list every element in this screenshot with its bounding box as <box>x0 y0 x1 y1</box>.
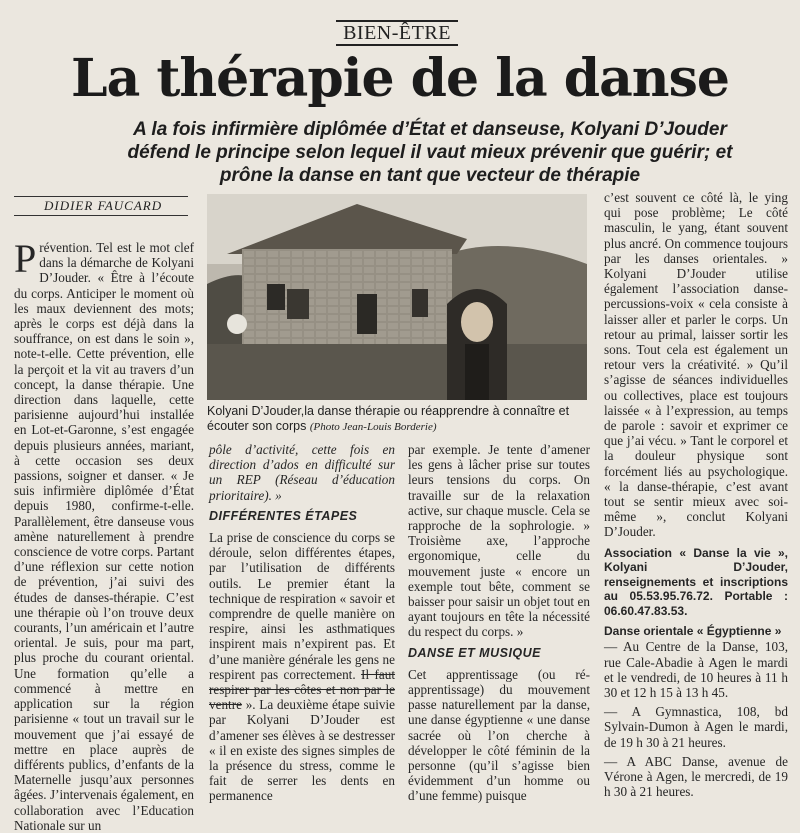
strikethrough-text: Il faut respirer par les côtes et non par le ventre <box>209 666 396 713</box>
column-4 <box>604 190 788 799</box>
rubric: BIEN-ÊTRE <box>336 20 458 46</box>
column-2-intro: pôle d’activité, cette fois en direction d’ados en difficulté sur un REP (Réseau d’éducation prioritaire). » <box>209 442 395 503</box>
subhead-etapes: DIFFÉRENTES ÉTAPES <box>209 508 358 523</box>
column-1 <box>14 236 194 833</box>
column-2 <box>209 442 395 804</box>
standfirst: A la fois infirmière diplômée d’État et danseuse, Kolyani D’Jouder défend le principe selon lequel il vaut mieux prévenir que guérir; et prône la danse en tant que vecteur de thérapie <box>127 119 733 186</box>
caption-text: Kolyani D’Jouder,la danse thérapie ou réapprendre à connaître et écouter son corps <box>207 404 570 433</box>
photo-caption <box>207 404 593 435</box>
egypt-item-2: — A Gymnastica, 108, bd Sylvain-Dumon à Agen le mardi, de 19 h 30 à 21 heures. <box>604 704 788 750</box>
column-2-text: La prise de conscience du corps se déroule, selon différentes étapes, par l’utilisation de différents outils. Le premier étant la technique de respiration « savoir et comprendre de quelle manière on respire, ainsi les asthmatiques inspirent mais n’expirent pas. Et d’une manière générale les gens ne respirent pas correctement. Il faut respirer par les côtes et non par le ventre ». La deuxième étape suivie par Kolyani D’Jouder est d’amener ses élèves à se destresser « il en existe des signes simples de la présence du stress, comme le fait de serrer les dents en permanence <box>209 530 396 804</box>
info-box: Association « Danse la vie », Kolyani D’Jouder, renseignements et inscriptions au 05.53.95.76.72. Portable : 06.60.47.83.53. <box>604 545 788 618</box>
egypt-item-1: — Au Centre de la Danse, 103, rue Cale-Abadie à Agen le mardi et le vendredi, de 10 heures à 11 h 30 et 12 h 15 à 13 h 45. <box>604 639 788 700</box>
column-1-text: révention. Tel est le mot clef dans la démarche de Kolyani D’Jouder. « Être à l’écoute du corps. Anticiper le moment où les maux deviennent des mots; après le corps est déjà dans la souffrance, on est dans le soin », note-t-elle. Cette prévention, elle la perçoit et la vit au travers d’un concept, la danse thérapie. Une direction dans laquelle, cette parisienne aujourd’hui installée en Lot-et-Garonne, s’est engagée depuis plusieurs années, mariant, à cette occasion ses deux passions, soigner et danser. « Je suis infirmière diplômée d’État depuis 1980, confirme-t-elle. Parallèlement, être danseuse vous amène naturellement à prendre conscience de votre corps. Partant d’une réflexion sur cette notion de prévention, j’ai suivi des études de danses-thérapie. C’est une thérapie où l’on trouve deux courants, l’un américain et l’autre oriental. Je suis, pour ma part, plus proche du courant oriental. Une formation qu’elle a commencé à mettre en application sur la région parisienne « tout un travail sur le mouvement que j’ai essayé de mettre en place auprès de différents publics, d’enfants de la Maternelle jusqu’aux personnes âgées. J’intervenais également, en collaboration avec l’Education Nationale sur un <box>14 240 194 833</box>
headline: La thérapie de la danse <box>71 48 729 109</box>
dropcap: P <box>14 236 37 281</box>
photo-credit: (Photo Jean-Louis Borderie) <box>309 421 437 433</box>
subhead-musique: DANSE ET MUSIQUE <box>408 645 542 660</box>
column-3 <box>408 442 590 804</box>
egypt-heading: Danse orientale « Égyptienne » <box>604 624 782 639</box>
article-photo <box>207 194 587 400</box>
farmhouse-photo <box>207 194 587 400</box>
byline: DIDIER FAUCARD <box>14 196 188 216</box>
column-3-text-a: par exemple. Je tente d’amener les gens à lâcher prise sur toutes leurs tensions du corps. On travaille sur de la relaxation active, sur chaque muscle. Cela se rapproche de la sophrologie. » Troisième axe, l’approche ergonomique, celle du mouvement juste « encore un exemple tout bête, comment se baisser pour saisir un objet tout en ayant toujours en tête la nécessité du respect du corps. » <box>408 442 590 640</box>
column-3-text-b: Cet apprentissage (ou ré-apprentissage) du mouvement passe naturellement par la danse, une danse égyptienne « une danse sacrée où l’on cherche à développer le côté féminin de la personne (qu’il s’agisse bien évidemment d’un homme ou d’une femme) puisque <box>408 666 590 804</box>
egypt-item-3: — A ABC Danse, avenue de Vérone à Agen, le mercredi, de 19 h 30 à 21 heures. <box>604 753 788 800</box>
column-4-text: c’est souvent ce côté là, le ying qui pose problème; Le côté masculin, le yang, étant souvent plus ancré. On commence toujours par les danses orientales. » Kolyani D’Jouder utilise également l’association danse-percussions-voix « cela consiste à laisser aller et parler le corps. Un retour au primal, laisser sortir les sons. Tout cela est également un retour vers la créativité. » Qu’il s’agisse de séances individuelles ou collectives, place est toujours laissée « à l’expression, au temps de parole : savoir et exprimer ce que j’ai vécu. » Tant le corporel et la douleur physique sont forcément liés au psychologique. « la danse-thérapie, c’est avant tout se sentir mieux avec soi-même », conclut Kolyani D’Jouder. <box>604 190 788 540</box>
